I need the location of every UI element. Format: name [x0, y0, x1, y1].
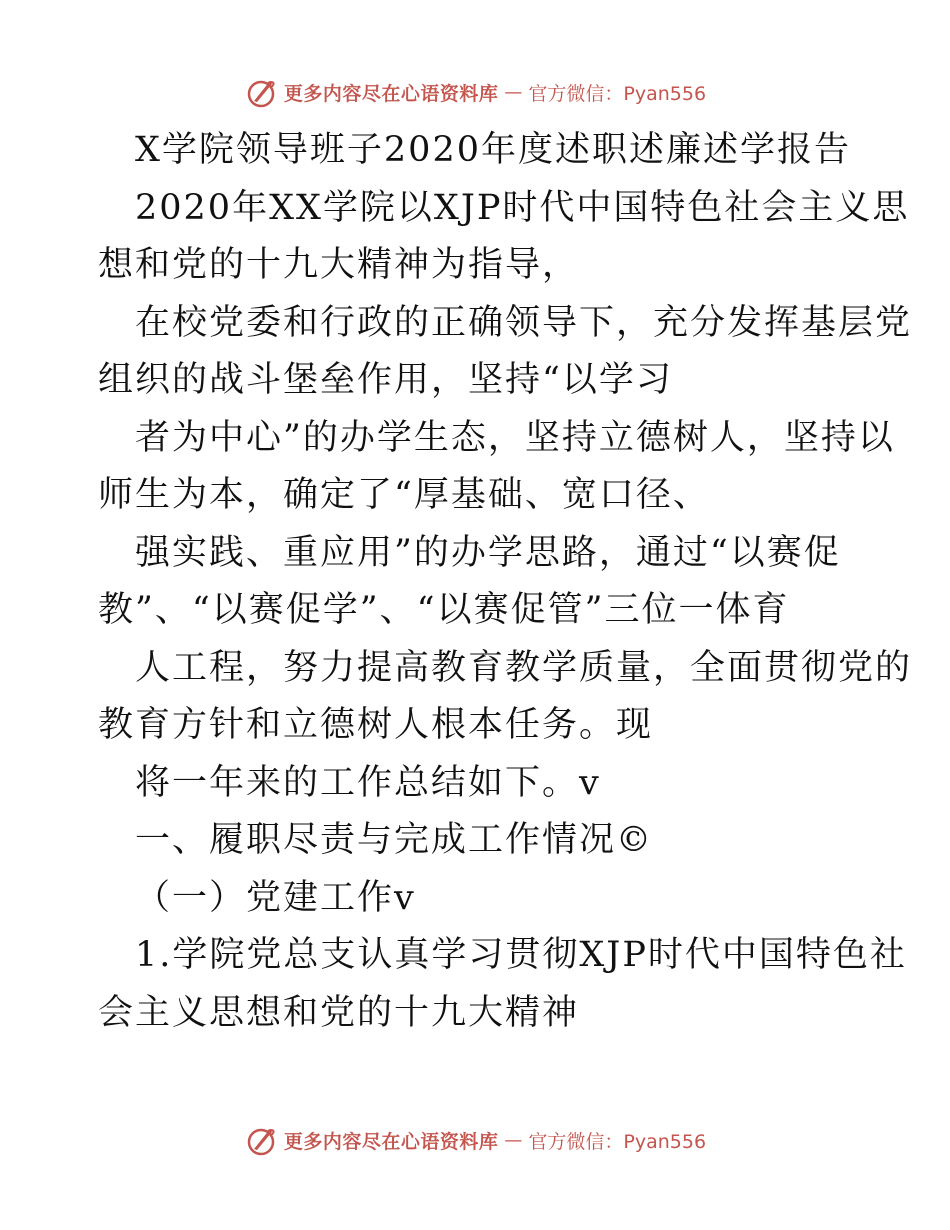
paragraph-line: 将一年来的工作总结如下。v: [135, 763, 601, 803]
paragraph-line: 强实践、重应用”的办学思路，通过“以赛促: [135, 533, 841, 573]
header-watermark: [0, 72, 950, 112]
watermark-site-text: 更多内容尽在心语资料库: [283, 82, 499, 105]
section-heading: 一、履职尽责与完成工作情况©: [135, 820, 654, 860]
watermark-separator: —: [504, 81, 523, 103]
quill-logo-icon: [244, 75, 278, 109]
footer-watermark: [0, 1120, 950, 1160]
paragraph-line: 想和党的十九大精神为指导，: [98, 245, 580, 285]
paragraph-line: 组织的战斗堡垒作用，坚持“以学习: [98, 360, 673, 400]
watermark-separator: —: [504, 1129, 523, 1151]
paragraph-line: 在校党委和行政的正确领导下，充分发挥基层党: [135, 303, 913, 343]
paragraph-line: 会主义思想和党的十九大精神: [98, 993, 580, 1033]
watermark-site-text: 更多内容尽在心语资料库: [283, 1130, 499, 1153]
watermark-contact-text: 官方微信：Pyan556: [528, 1130, 707, 1153]
paragraph-line: 2020年XX学院以XJP时代中国特色社会主义思: [135, 188, 910, 228]
watermark-contact-text: 官方微信：Pyan556: [528, 82, 707, 105]
paragraph-line: 教”、“以赛促学”、“以赛促管”三位一体育: [98, 590, 790, 630]
paragraph-line: 人工程，努力提高教育教学质量，全面贯彻党的: [135, 648, 913, 688]
subsection-heading: （一）党建工作v: [135, 878, 416, 918]
paragraph-line: 师生为本，确定了“厚基础、宽口径、: [98, 475, 710, 515]
paragraph-line: 1.学院党总支认真学习贯彻XJP时代中国特色社: [135, 935, 907, 975]
paragraph-line: 教育方针和立德树人根本任务。现: [98, 705, 654, 745]
document-title: X学院领导班子2020年度述职述廉述学报告: [135, 130, 851, 170]
quill-logo-icon: [244, 1123, 278, 1157]
paragraph-line: 者为中心”的办学生态，坚持立德树人，坚持以: [135, 418, 895, 458]
